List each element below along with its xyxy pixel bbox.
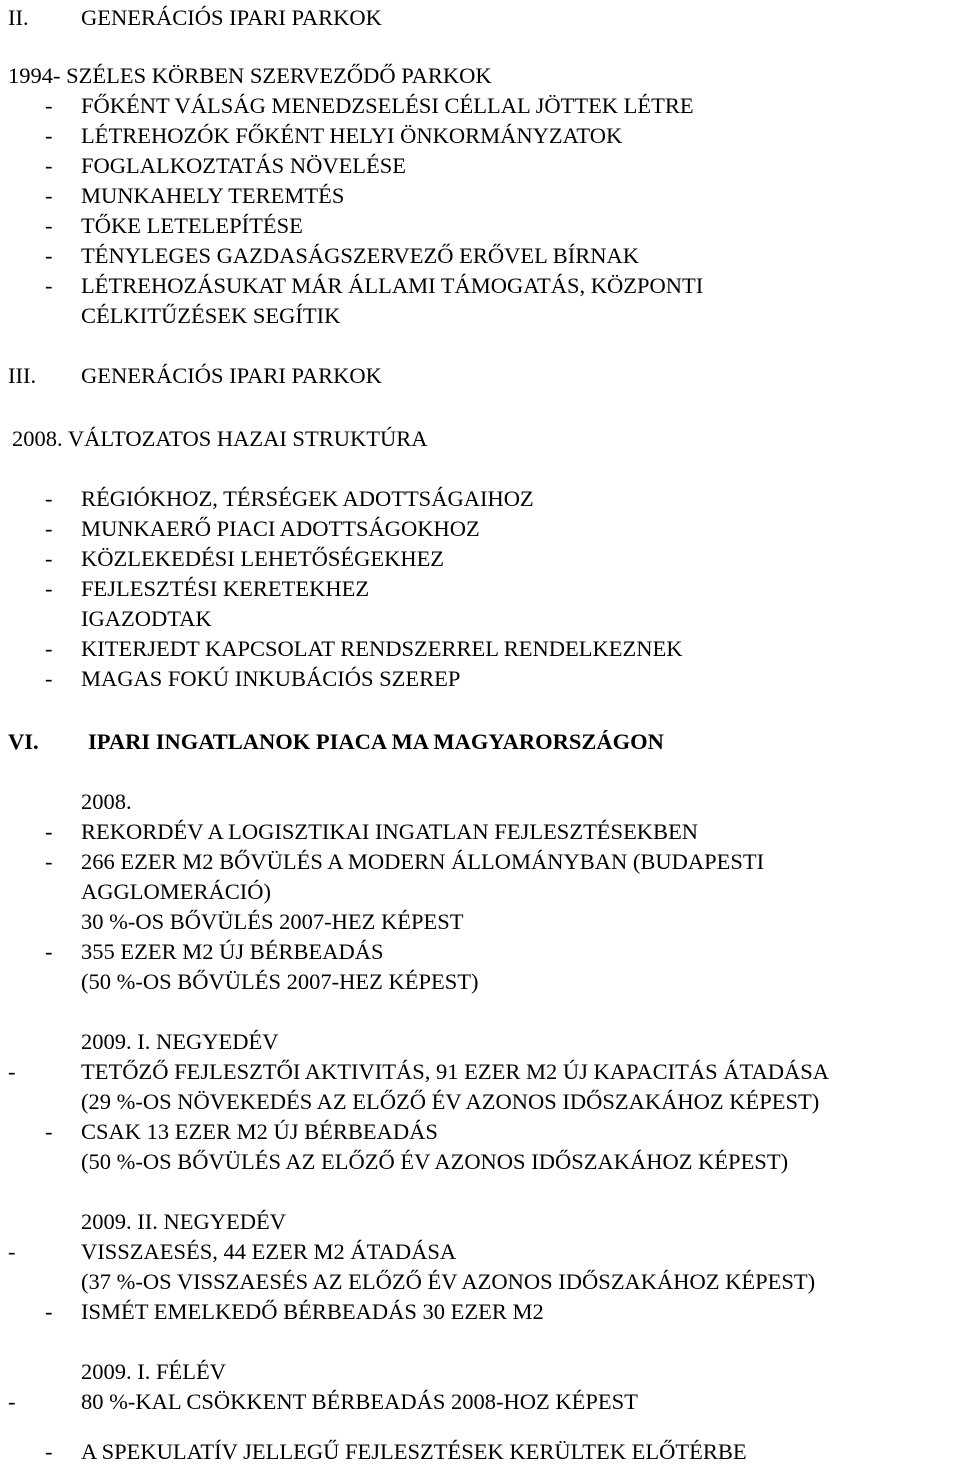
bullet-dash: - bbox=[45, 213, 53, 238]
bullet-dash: - bbox=[8, 1389, 16, 1414]
list-item-continuation: (29 %-OS NÖVEKEDÉS AZ ELŐZŐ ÉV AZONOS IDŐSZAKÁHOZ KÉPEST) bbox=[81, 1089, 820, 1114]
list-item: TÉNYLEGES GAZDASÁGSZERVEZŐ ERŐVEL BÍRNAK bbox=[81, 243, 639, 268]
bullet-dash: - bbox=[45, 666, 53, 691]
bullet-dash: - bbox=[45, 939, 53, 964]
bullet-dash: - bbox=[45, 576, 53, 601]
bullet-dash: - bbox=[45, 1119, 53, 1144]
list-item: KITERJEDT KAPCSOLAT RENDSZERREL RENDELKEZNEK bbox=[81, 636, 683, 661]
section-heading: GENERÁCIÓS IPARI PARKOK bbox=[81, 5, 382, 30]
list-item: MUNKAERŐ PIACI ADOTTSÁGOKHOZ bbox=[81, 516, 480, 541]
list-item: VISSZAESÉS, 44 EZER M2 ÁTADÁSA bbox=[81, 1239, 457, 1264]
section-numeral: II. bbox=[8, 5, 29, 30]
period-label: 2009. I. NEGYEDÉV bbox=[81, 1029, 279, 1054]
list-item: TETŐZŐ FEJLESZTŐI AKTIVITÁS, 91 EZER M2 ÚJ KAPACITÁS ÁTADÁSA bbox=[81, 1059, 829, 1084]
list-item: KÖZLEKEDÉSI LEHETŐSÉGEKHEZ bbox=[81, 546, 445, 571]
bullet-dash: - bbox=[45, 183, 53, 208]
bullet-dash: - bbox=[45, 849, 53, 874]
section-heading: GENERÁCIÓS IPARI PARKOK bbox=[81, 363, 382, 388]
list-item-continuation: 30 %-OS BŐVÜLÉS 2007-HEZ KÉPEST bbox=[81, 909, 464, 934]
bullet-dash: - bbox=[45, 1439, 53, 1464]
bullet-dash: - bbox=[45, 153, 53, 178]
bullet-dash: - bbox=[45, 123, 53, 148]
bullet-dash: - bbox=[45, 486, 53, 511]
bullet-dash: - bbox=[45, 93, 53, 118]
list-item: 355 EZER M2 ÚJ BÉRBEADÁS bbox=[81, 939, 384, 964]
period-label: 2009. I. FÉLÉV bbox=[81, 1359, 226, 1384]
list-item: LÉTREHOZÓK FŐKÉNT HELYI ÖNKORMÁNYZATOK bbox=[81, 123, 623, 148]
list-item: A SPEKULATÍV JELLEGŰ FEJLESZTÉSEK KERÜLTEK ELŐTÉRBE bbox=[81, 1439, 747, 1464]
section-subheading: 2008. VÁLTOZATOS HAZAI STRUKTÚRA bbox=[12, 426, 428, 451]
list-item-continuation: IGAZODTAK bbox=[81, 606, 212, 631]
list-item: FEJLESZTÉSI KERETEKHEZ bbox=[81, 576, 370, 601]
list-item: 266 EZER M2 BŐVÜLÉS A MODERN ÁLLOMÁNYBAN (BUDAPESTI bbox=[81, 849, 765, 874]
list-item-continuation: AGGLOMERÁCIÓ) bbox=[81, 879, 271, 904]
bullet-dash: - bbox=[45, 819, 53, 844]
bullet-dash: - bbox=[45, 546, 53, 571]
list-item-continuation: (50 %-OS BŐVÜLÉS 2007-HEZ KÉPEST) bbox=[81, 969, 479, 994]
list-item: LÉTREHOZÁSUKAT MÁR ÁLLAMI TÁMOGATÁS, KÖZPONTI bbox=[81, 273, 704, 298]
section-numeral: VI. bbox=[8, 729, 39, 754]
bullet-dash: - bbox=[45, 636, 53, 661]
list-item-continuation: (50 %-OS BŐVÜLÉS AZ ELŐZŐ ÉV AZONOS IDŐSZAKÁHOZ KÉPEST) bbox=[81, 1149, 789, 1174]
list-item: CSAK 13 EZER M2 ÚJ BÉRBEADÁS bbox=[81, 1119, 438, 1144]
bullet-dash: - bbox=[45, 516, 53, 541]
list-item-continuation: (37 %-OS VISSZAESÉS AZ ELŐZŐ ÉV AZONOS IDŐSZAKÁHOZ KÉPEST) bbox=[81, 1269, 816, 1294]
list-item: 80 %-KAL CSÖKKENT BÉRBEADÁS 2008-HOZ KÉPEST bbox=[81, 1389, 638, 1414]
bullet-dash: - bbox=[8, 1239, 16, 1264]
section-heading: IPARI INGATLANOK PIACA MA MAGYARORSZÁGON bbox=[88, 729, 664, 754]
period-label: 2009. II. NEGYEDÉV bbox=[81, 1209, 286, 1234]
bullet-dash: - bbox=[45, 273, 53, 298]
section-subheading: 1994- SZÉLES KÖRBEN SZERVEZŐDŐ PARKOK bbox=[8, 63, 492, 88]
list-item: FOGLALKOZTATÁS NÖVELÉSE bbox=[81, 153, 407, 178]
list-item: REKORDÉV A LOGISZTIKAI INGATLAN FEJLESZTÉSEKBEN bbox=[81, 819, 699, 844]
bullet-dash: - bbox=[45, 1299, 53, 1324]
list-item-continuation: CÉLKITŰZÉSEK SEGÍTIK bbox=[81, 303, 341, 328]
bullet-dash: - bbox=[8, 1059, 16, 1084]
year-label: 2008. bbox=[81, 789, 132, 814]
bullet-dash: - bbox=[45, 243, 53, 268]
list-item: TŐKE LETELEPÍTÉSE bbox=[81, 213, 303, 238]
list-item: MUNKAHELY TEREMTÉS bbox=[81, 183, 345, 208]
list-item: FŐKÉNT VÁLSÁG MENEDZSELÉSI CÉLLAL JÖTTEK LÉTRE bbox=[81, 93, 694, 118]
list-item: RÉGIÓKHOZ, TÉRSÉGEK ADOTTSÁGAIHOZ bbox=[81, 486, 534, 511]
list-item: MAGAS FOKÚ INKUBÁCIÓS SZEREP bbox=[81, 666, 461, 691]
list-item: ISMÉT EMELKEDŐ BÉRBEADÁS 30 EZER M2 bbox=[81, 1299, 544, 1324]
section-numeral: III. bbox=[8, 363, 37, 388]
